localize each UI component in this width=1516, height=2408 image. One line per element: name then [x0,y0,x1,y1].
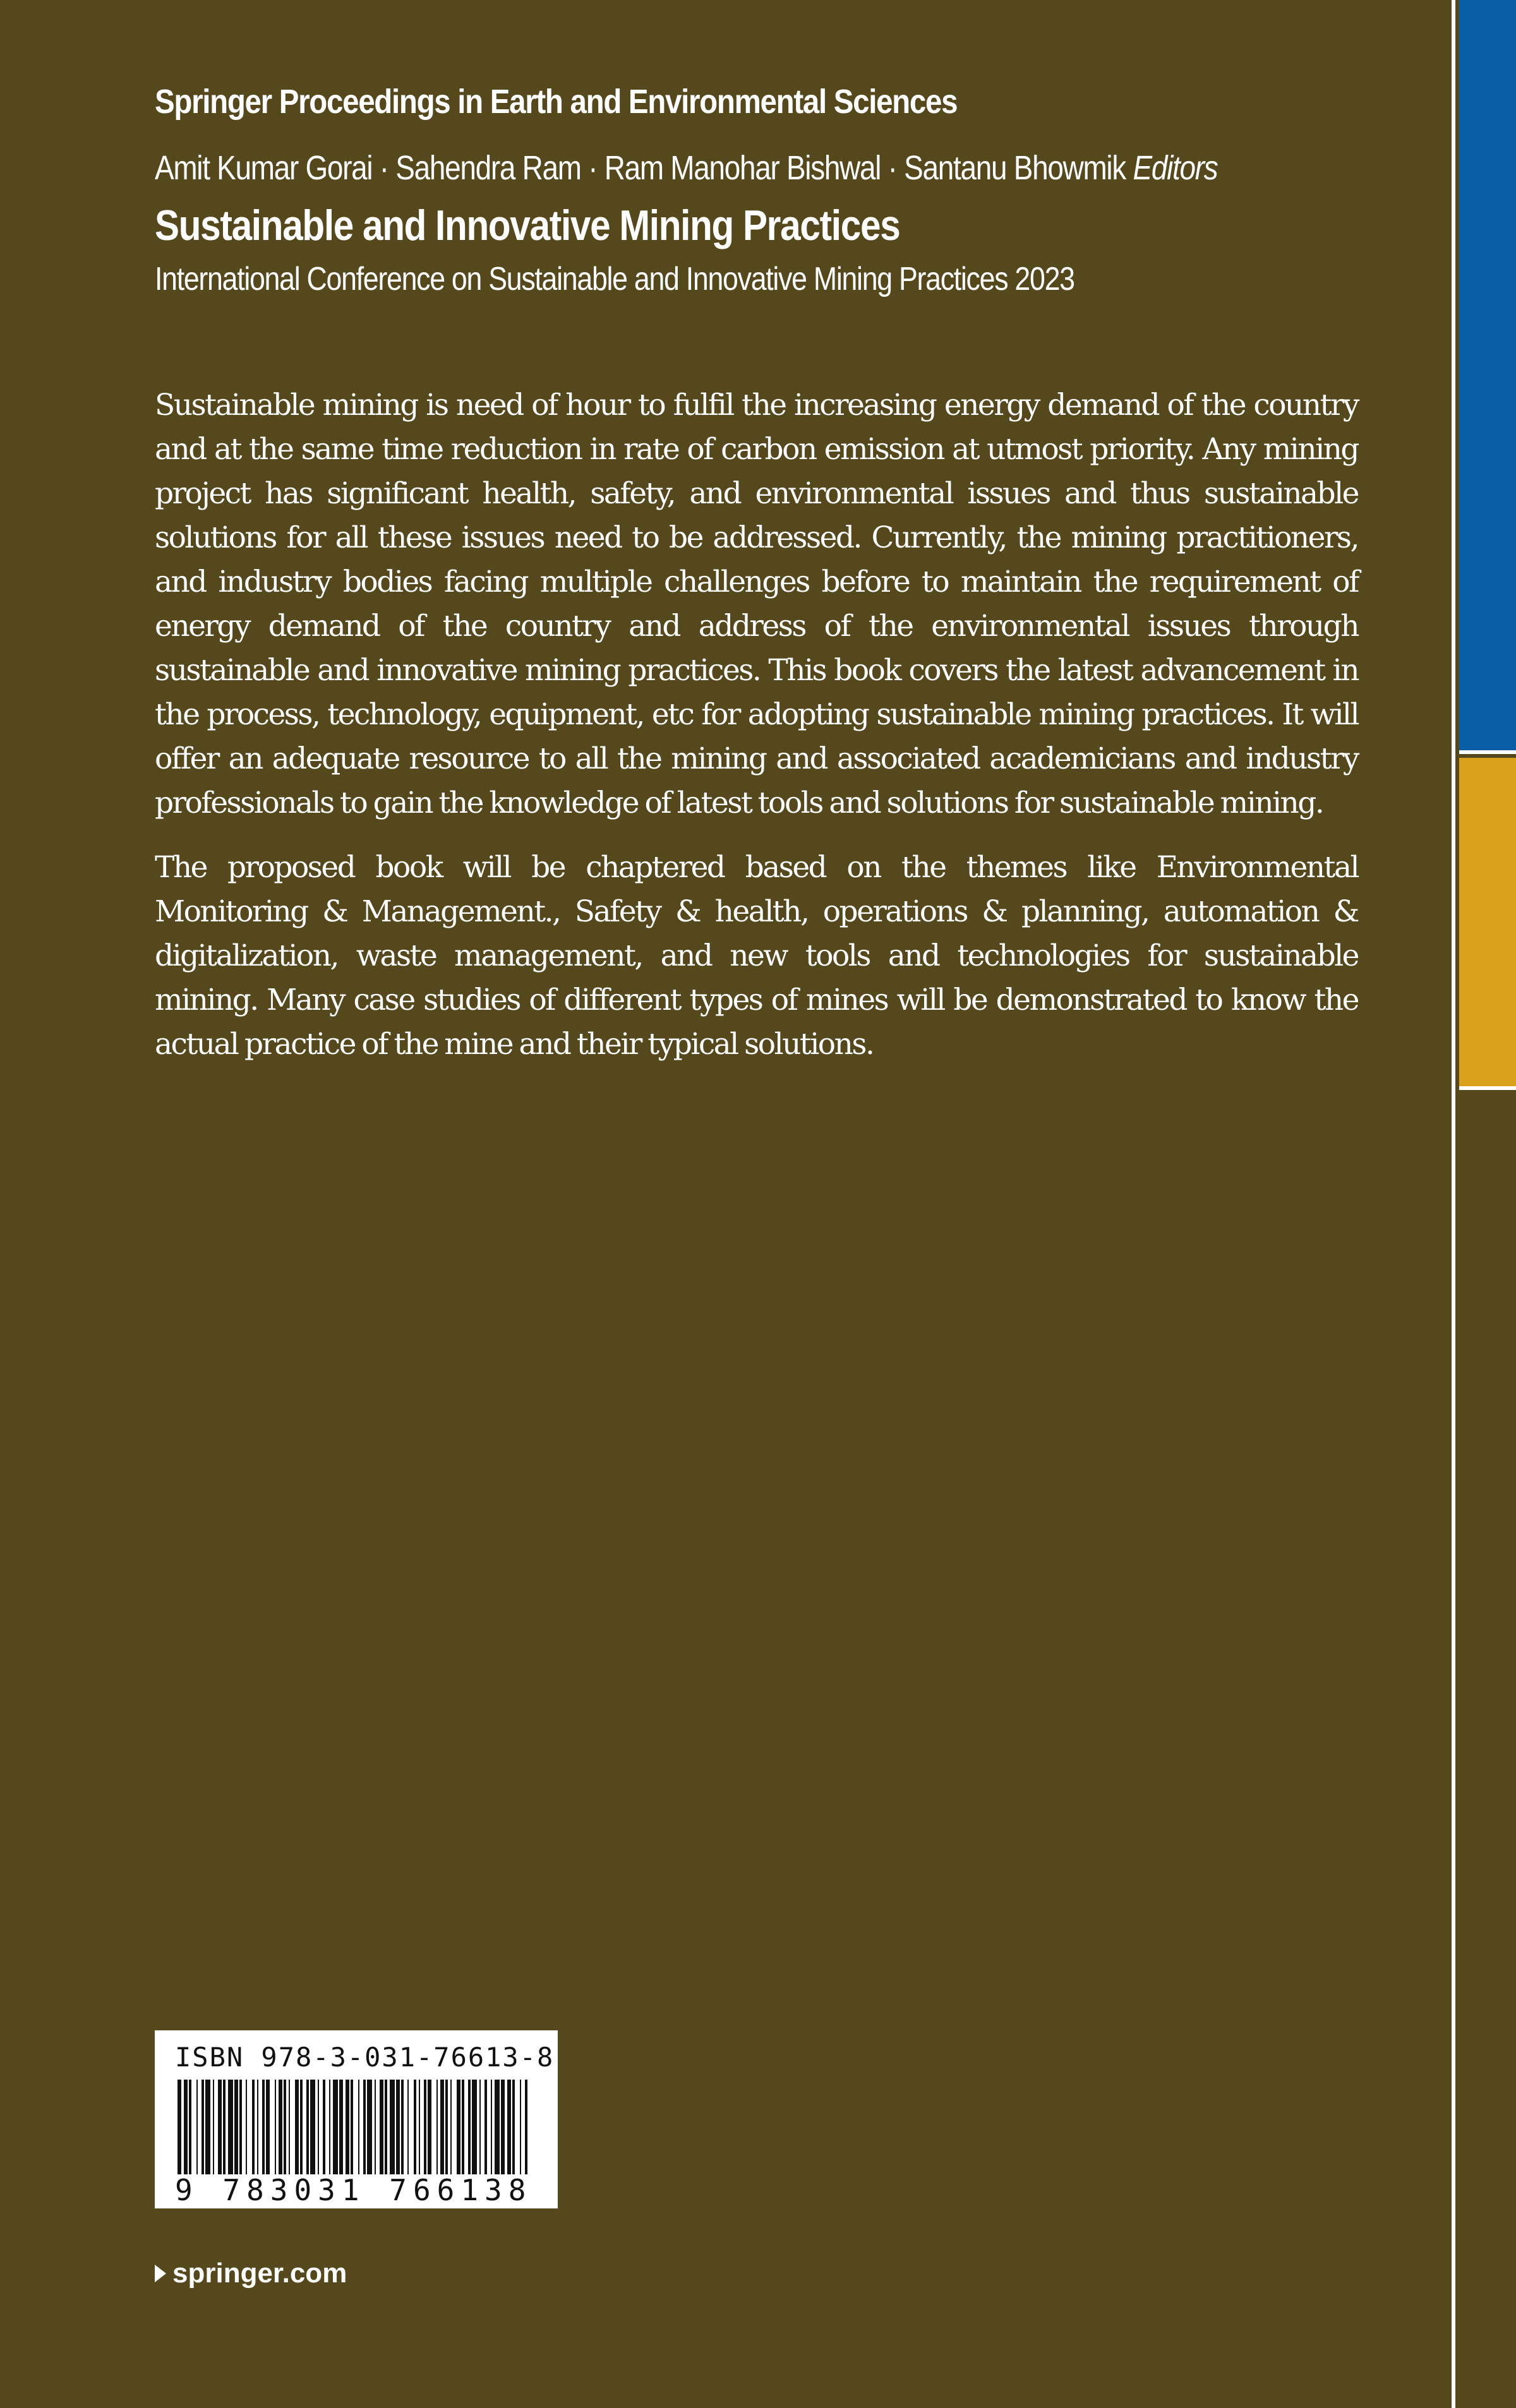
barcode-bar [284,2080,286,2174]
barcode-bar [445,2080,448,2174]
arrow-right-icon [155,2265,166,2282]
barcode-bar [462,2080,464,2174]
color-stripe-gold [1459,758,1516,1086]
barcode-bar [351,2080,353,2174]
barcode-bar [177,2080,181,2174]
barcode-bar [239,2080,242,2174]
isbn-barcode [155,2030,558,2208]
barcode-bar [424,2080,426,2174]
barcode-bar [428,2080,431,2174]
barcode-bar [450,2080,452,2174]
barcode-bar [289,2080,290,2174]
barcode-bar [184,2080,188,2174]
barcode-bar [472,2080,477,2174]
barcode-bar [457,2080,460,2174]
barcode-bar [262,2080,265,2174]
barcode-bar [228,2080,233,2174]
barcode-bar [520,2080,521,2174]
editors-role: Editors [1133,149,1218,187]
color-stripe-olive [1459,1090,1516,2408]
barcode-bar [218,2080,222,2174]
barcode-bar [495,2080,500,2174]
barcode-bar [401,2080,404,2174]
series-name: Springer Proceedings in Earth and Environmental Sciences [155,83,958,121]
editors-line [155,148,1217,188]
barcode-bar [385,2080,387,2174]
barcode-bar [339,2080,343,2174]
barcode-bar [223,2080,226,2174]
barcode-bar [213,2080,214,2174]
barcode-bar [266,2080,270,2174]
barcode-bar [484,2080,487,2174]
barcode-bars-icon [172,2080,539,2174]
barcode-bar [346,2080,349,2174]
barcode-bar [323,2080,325,2174]
barcode-bar [419,2080,420,2174]
barcode-bar [310,2080,315,2174]
barcode-bar [252,2080,255,2174]
barcode-bar [501,2080,505,2174]
website-label[interactable]: springer.com [172,2258,347,2289]
barcode-bar [329,2080,330,2174]
barcode-bar [306,2080,309,2174]
barcode-bar [196,2080,198,2174]
barcode-bar [375,2080,376,2174]
barcode-bar [436,2080,438,2174]
barcode-bar [380,2080,383,2174]
barcode-bar [363,2080,366,2174]
barcode-bar [507,2080,511,2174]
description-paragraph: The proposed book will be chaptered based on the themes like Environmental Monitoring & Management., Safety & health, operations & planning, automation & digitalization, waste management, and new tools and technologies for sustainable mining. Many case studies of different types of mines will be demonstrated to know the actual practice of the mine and their typical solutions. [155,850,1358,1062]
barcode-bar [234,2080,238,2174]
publisher-website[interactable] [155,2258,347,2289]
barcode-bar [491,2080,492,2174]
description-paragraph: Sustainable mining is need of hour to fulfil the increasing energy demand of the country and at the same time reduction in rate of carbon emission at utmost priority. Any mining project has significant health, safety, and environmental issues and thus sustainable solutions for all these issues need to be addressed. Currently, the mining practitioners, and industry bodies facing multiple challenges before to maintain the requirement of energy demand of the country and address of the environmental issues through sustainable and innovative mining practices. This book covers the latest advancement in the process, technology, equipment, etc for adopting sustainable mining practices. It will offer an adequate resource to all the mining and associated academicians and industry professionals to gain the knowledge of latest tools and solutions for sustainable mining. [155,388,1358,820]
barcode-bar [279,2080,282,2174]
barcode-bar [407,2080,409,2174]
barcode-bar [468,2080,471,2174]
barcode-bar [414,2080,416,2174]
barcode-bar [189,2080,191,2174]
barcode-bar [205,2080,210,2174]
barcode-bar [295,2080,299,2174]
barcode-bar [246,2080,247,2174]
barcode-bar [396,2080,400,2174]
isbn-label: ISBN 978-3-031-76613-8 [175,2042,555,2073]
barcode-bar [202,2080,204,2174]
book-title: Sustainable and Innovative Mining Practices [155,201,900,249]
color-stripe-blue [1459,0,1516,750]
book-description [155,383,1358,1087]
editors-names: Amit Kumar Gorai · Sahendra Ram · Ram Manohar Bishwal · Santanu Bhowmik [155,149,1126,187]
barcode-bar [318,2080,319,2174]
barcode-bar [275,2080,276,2174]
barcode-bar [525,2080,527,2174]
barcode-digits: 9 783031 766138 [175,2173,532,2207]
barcode-bar [479,2080,481,2174]
barcode-bar [257,2080,258,2174]
barcode-bar [512,2080,515,2174]
barcode-bar [333,2080,338,2174]
stripe-divider [1459,750,1516,754]
spine-edge-line [1452,0,1455,2408]
barcode-bar [390,2080,395,2174]
book-subtitle: International Conference on Sustainable and Innovative Mining Practices 2023 [155,261,1074,297]
barcode-bar [440,2080,444,2174]
barcode-bar [358,2080,359,2174]
barcode-bar [300,2080,303,2174]
barcode-bar [367,2080,372,2174]
